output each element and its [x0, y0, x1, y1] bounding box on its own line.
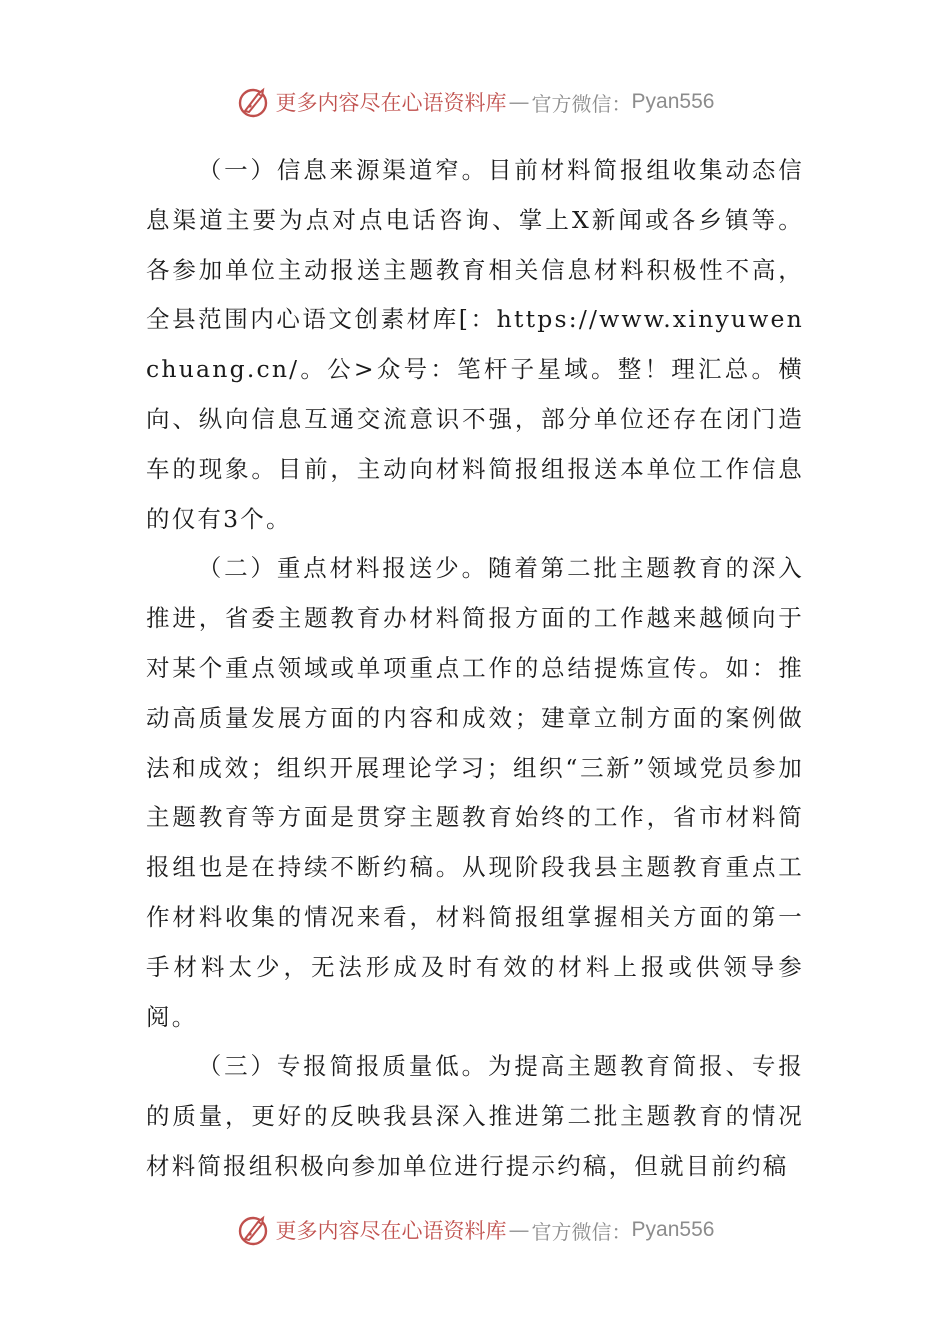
- pen-nib-logo-icon: [236, 84, 272, 120]
- paragraph-3: （三）专报简报质量低。为提高主题教育简报、专报的质量，更好的反映我县深入推进第二批主题教育的情况材料简报组积极向参加单位进行提示约稿，但就目前约稿: [146, 1052, 804, 1180]
- banner-official-label: 官方微信：: [531, 91, 632, 116]
- paragraph-2: （二）重点材料报送少。随着第二批主题教育的深入推进，省委主题教育办材料简报方面的工作越来越倾向于对某个重点领域或单项重点工作的总结提炼宣传。如：推动高质量发展方面的内容和成效；建章立制方面的案例做法和成效；组织开展理论学习；组织“三新”领域党员参加主题教育等方面是贯穿主题教育始终的工作，省市材料简报组也是在持续不断约稿。从现阶段我县主题教育重点工作材料收集的情况来看，材料简报组掌握相关方面的第一手材料太少，无法形成及时有效的材料上报或供领导参阅。: [146, 554, 804, 1031]
- banner-slogan: 更多内容尽在心语资料库: [275, 91, 507, 115]
- document-body: [146, 146, 804, 1192]
- footer-banner: [0, 1208, 950, 1252]
- banner-dash: —: [508, 90, 530, 114]
- footer-account-id: Pyan556: [631, 1218, 715, 1241]
- footer-slogan: 更多内容尽在心语资料库: [275, 1219, 507, 1243]
- header-banner: [0, 80, 950, 124]
- footer-official-label: 官方微信：: [531, 1219, 632, 1244]
- footer-dash: —: [508, 1218, 530, 1242]
- banner-account-id: Pyan556: [631, 90, 715, 113]
- pen-nib-logo-icon: [236, 1212, 272, 1248]
- paragraph-1: （一）信息来源渠道窄。目前材料简报组收集动态信息渠道主要为点对点电话咨询、掌上X新闻或各乡镇等。各参加单位主动报送主题教育相关信息材料积极性不高，全县范围内心语文创素材库[：https://www.xinyuwenchuang.cn/。公>众号：笔杆子星域。整！理汇总。横向、纵向信息互通交流意识不强，部分单位还存在闭门造车的现象。目前，主动向材料简报组报送本单位工作信息的仅有3个。: [146, 156, 804, 533]
